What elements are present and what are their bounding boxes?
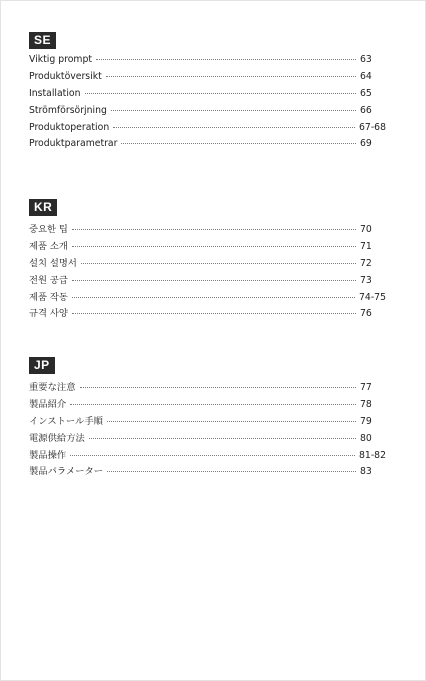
toc-entry-title: Produktoperation	[29, 121, 110, 133]
toc-entry-page: 74-75	[358, 291, 386, 303]
toc-entry-page: 70	[360, 224, 372, 235]
toc-entry-page: 72	[360, 257, 372, 269]
toc-entry	[29, 463, 386, 480]
dot-leader	[72, 297, 355, 298]
toc-entry-title: Strömförsörjning	[29, 104, 107, 116]
dot-leader	[70, 455, 355, 456]
toc-entry	[29, 379, 386, 396]
dot-leader	[72, 229, 356, 230]
toc-entry	[29, 272, 386, 289]
toc-entry-title: Produktparametrar	[29, 138, 118, 150]
dot-leader	[107, 421, 356, 422]
toc-entry	[29, 105, 386, 122]
toc-entry-page: 76	[360, 308, 372, 320]
toc-entry-title: Produktöversikt	[29, 70, 102, 82]
dot-leader	[81, 263, 356, 264]
toc-entry-title: 규격 사양	[29, 308, 68, 320]
dot-leader	[70, 404, 356, 405]
toc-entry	[29, 430, 386, 447]
toc-list-kr	[29, 221, 386, 322]
dot-leader	[80, 387, 357, 388]
toc-entry	[29, 54, 386, 71]
dot-leader	[121, 143, 356, 144]
toc-entry	[29, 413, 386, 430]
toc-entry	[29, 238, 386, 255]
dot-leader	[107, 471, 356, 472]
toc-entry-page: 66	[360, 104, 372, 116]
toc-entry-page: 77	[360, 382, 372, 393]
dot-leader	[72, 246, 356, 247]
toc-entry-page: 64	[360, 70, 372, 82]
toc-entry	[29, 71, 386, 88]
toc-entry	[29, 305, 386, 322]
dot-leader	[72, 313, 356, 314]
toc-entry-page: 67-68	[358, 121, 386, 133]
toc-entry-title: Installation	[29, 87, 81, 99]
toc-entry	[29, 138, 386, 155]
toc-entry-title: 제품 소개	[29, 240, 68, 252]
toc-entry-page: 79	[360, 415, 372, 427]
toc-entry-title: 重要な注意	[29, 382, 76, 393]
dot-leader	[72, 280, 356, 281]
toc-entry	[29, 255, 386, 272]
dot-leader	[113, 127, 355, 128]
toc-entry-title: 製品パラメーター	[29, 466, 104, 478]
toc-entry	[29, 88, 386, 105]
toc-entry-page: 69	[360, 138, 372, 150]
toc-entry-page: 81-82	[358, 449, 386, 461]
toc-entry	[29, 221, 386, 238]
section-jp	[29, 354, 386, 480]
dot-leader	[106, 76, 356, 77]
toc-entry-title: Viktig prompt	[29, 54, 93, 65]
toc-entry-page: 65	[360, 87, 372, 99]
toc-entry-page: 71	[360, 240, 372, 252]
toc-entry-page: 78	[360, 398, 372, 410]
toc-entry	[29, 289, 386, 306]
dot-leader	[111, 110, 356, 111]
toc-entry-title: 전원 공급	[29, 274, 68, 286]
dot-leader	[89, 438, 356, 439]
language-badge-jp: JP	[29, 357, 55, 374]
toc-entry-title: 제품 작동	[29, 291, 68, 303]
toc-entry-title: 製品紹介	[29, 398, 67, 410]
toc-entry-title: 電源供給方法	[29, 432, 85, 444]
toc-entry-title: 중요한 팁	[29, 224, 68, 235]
toc-entry	[29, 447, 386, 464]
toc-entry-page: 83	[360, 466, 372, 478]
toc-entry	[29, 122, 386, 139]
dot-leader	[96, 59, 356, 60]
toc-entry-page: 80	[360, 432, 372, 444]
language-badge-se: SE	[29, 32, 56, 49]
dot-leader	[85, 93, 357, 94]
toc-entry-page: 73	[360, 274, 372, 286]
toc-entry-title: インストール手順	[29, 415, 103, 427]
toc-entry-page: 63	[360, 54, 372, 65]
toc-entry-title: 製品操作	[29, 449, 67, 461]
toc-list-se	[29, 54, 386, 155]
toc-list-jp	[29, 379, 386, 480]
section-kr	[29, 196, 386, 322]
section-se	[29, 29, 386, 155]
toc-entry-title: 설치 설명서	[29, 257, 77, 269]
toc-entry	[29, 396, 386, 413]
language-badge-kr: KR	[29, 199, 57, 216]
